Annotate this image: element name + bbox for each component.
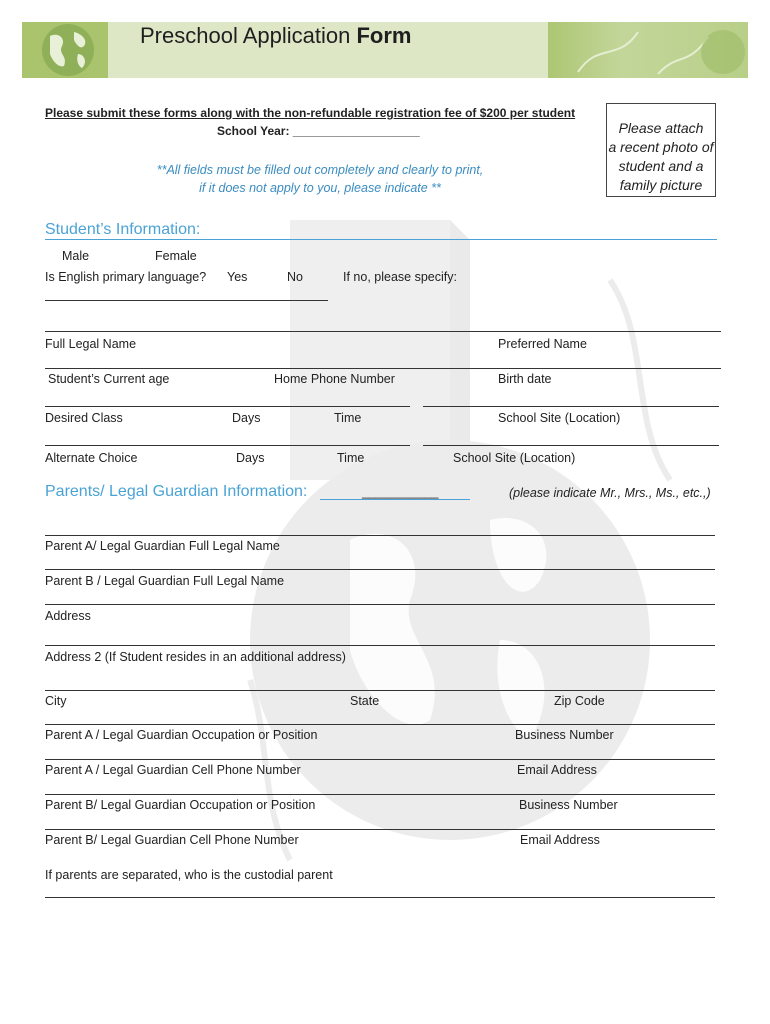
a-occupation-label: Parent A / Legal Guardian Occupation or Position <box>45 728 318 742</box>
salutation-blank[interactable]: ___________ <box>362 485 439 499</box>
section-underline <box>45 239 717 240</box>
name-input-line[interactable] <box>45 331 721 332</box>
parent-b-name-label: Parent B / Legal Guardian Full Legal Name <box>45 574 285 588</box>
address-line[interactable] <box>45 604 715 605</box>
a-cell-line[interactable] <box>45 759 715 760</box>
b-occupation-line[interactable] <box>45 794 715 795</box>
photo-attach-box <box>606 103 716 197</box>
english-yes-option[interactable]: Yes <box>227 270 248 284</box>
english-question: Is English primary language? <box>45 270 207 284</box>
school-year-field[interactable]: School Year: ___________________ <box>217 124 420 138</box>
specify-input-line[interactable] <box>45 300 328 301</box>
address-label: Address <box>45 609 91 623</box>
banner-decoration <box>538 22 748 78</box>
parents-section-heading: Parents/ Legal Guardian Information: <box>45 483 308 500</box>
address2-label: Address 2 (If Student resides in an additional address) <box>45 650 346 664</box>
male-option[interactable]: Male <box>62 249 90 263</box>
alternate-choice-input-line[interactable] <box>45 445 410 446</box>
birth-date-label: Birth date <box>498 372 552 386</box>
desired-class-input-line[interactable] <box>45 406 410 407</box>
preferred-name-label: Preferred Name <box>498 337 587 351</box>
alt-school-site-input-line[interactable] <box>423 445 719 446</box>
school-site-input-line[interactable] <box>423 406 719 407</box>
parent-b-name-line[interactable] <box>45 569 715 570</box>
home-phone-label: Home Phone Number <box>274 372 395 386</box>
salutation-hint: (please indicate Mr., Mrs., Ms., etc.,) <box>509 486 711 500</box>
fee-instruction: Please submit these forms along with the non-refundable registration fee of $200 per student <box>45 106 576 120</box>
zip-label: Zip Code <box>554 694 605 708</box>
school-site-label: School Site (Location) <box>453 451 576 465</box>
student-section-heading: Student’s Information: <box>45 221 201 238</box>
age-input-line[interactable] <box>45 368 721 369</box>
a-cell-label: Parent A / Legal Guardian Cell Phone Number <box>45 763 301 777</box>
state-label: State <box>350 694 380 708</box>
parent-a-name-label: Parent A/ Legal Guardian Full Legal Name <box>45 539 280 553</box>
a-email-label: Email Address <box>517 763 597 777</box>
full-legal-name-label: Full Legal Name <box>45 337 137 351</box>
page-title: Preschool Application Form <box>140 23 412 48</box>
photo-box-line: student and a <box>618 158 704 174</box>
globe-icon <box>28 24 108 76</box>
section-underline <box>320 499 470 500</box>
desired-class-label: Desired Class <box>45 411 123 425</box>
custodial-question: If parents are separated, who is the custodial parent <box>45 868 333 882</box>
parent-a-name-line[interactable] <box>45 535 715 536</box>
photo-box-line: family picture <box>619 177 703 193</box>
days-label: Days <box>236 451 265 465</box>
b-cell-line[interactable] <box>45 829 715 830</box>
photo-box-line: a recent photo of <box>608 139 714 155</box>
time-label: Time <box>337 451 365 465</box>
swirl-decoration <box>538 22 748 78</box>
fill-note-line1: **All fields must be filled out completely and clearly to print, <box>156 163 484 177</box>
city-line[interactable] <box>45 690 715 691</box>
address2-line[interactable] <box>45 645 715 646</box>
a-business-label: Business Number <box>515 728 614 742</box>
b-occupation-label: Parent B/ Legal Guardian Occupation or Position <box>45 798 316 812</box>
current-age-label: Student’s Current age <box>48 372 170 386</box>
b-cell-label: Parent B/ Legal Guardian Cell Phone Number <box>45 833 299 847</box>
time-label: Time <box>334 411 362 425</box>
b-business-label: Business Number <box>519 798 618 812</box>
english-no-option[interactable]: No <box>287 270 303 284</box>
a-occupation-line[interactable] <box>45 724 715 725</box>
alternate-choice-label: Alternate Choice <box>45 451 138 465</box>
photo-box-line: Please attach <box>618 120 704 136</box>
custodial-line[interactable] <box>45 897 715 898</box>
days-label: Days <box>232 411 261 425</box>
specify-label: If no, please specify: <box>343 270 457 284</box>
b-email-label: Email Address <box>520 833 600 847</box>
city-label: City <box>45 694 67 708</box>
school-site-label: School Site (Location) <box>498 411 621 425</box>
fill-note-line2: if it does not apply to you, please indicate ** <box>199 181 441 195</box>
female-option[interactable]: Female <box>155 249 197 263</box>
